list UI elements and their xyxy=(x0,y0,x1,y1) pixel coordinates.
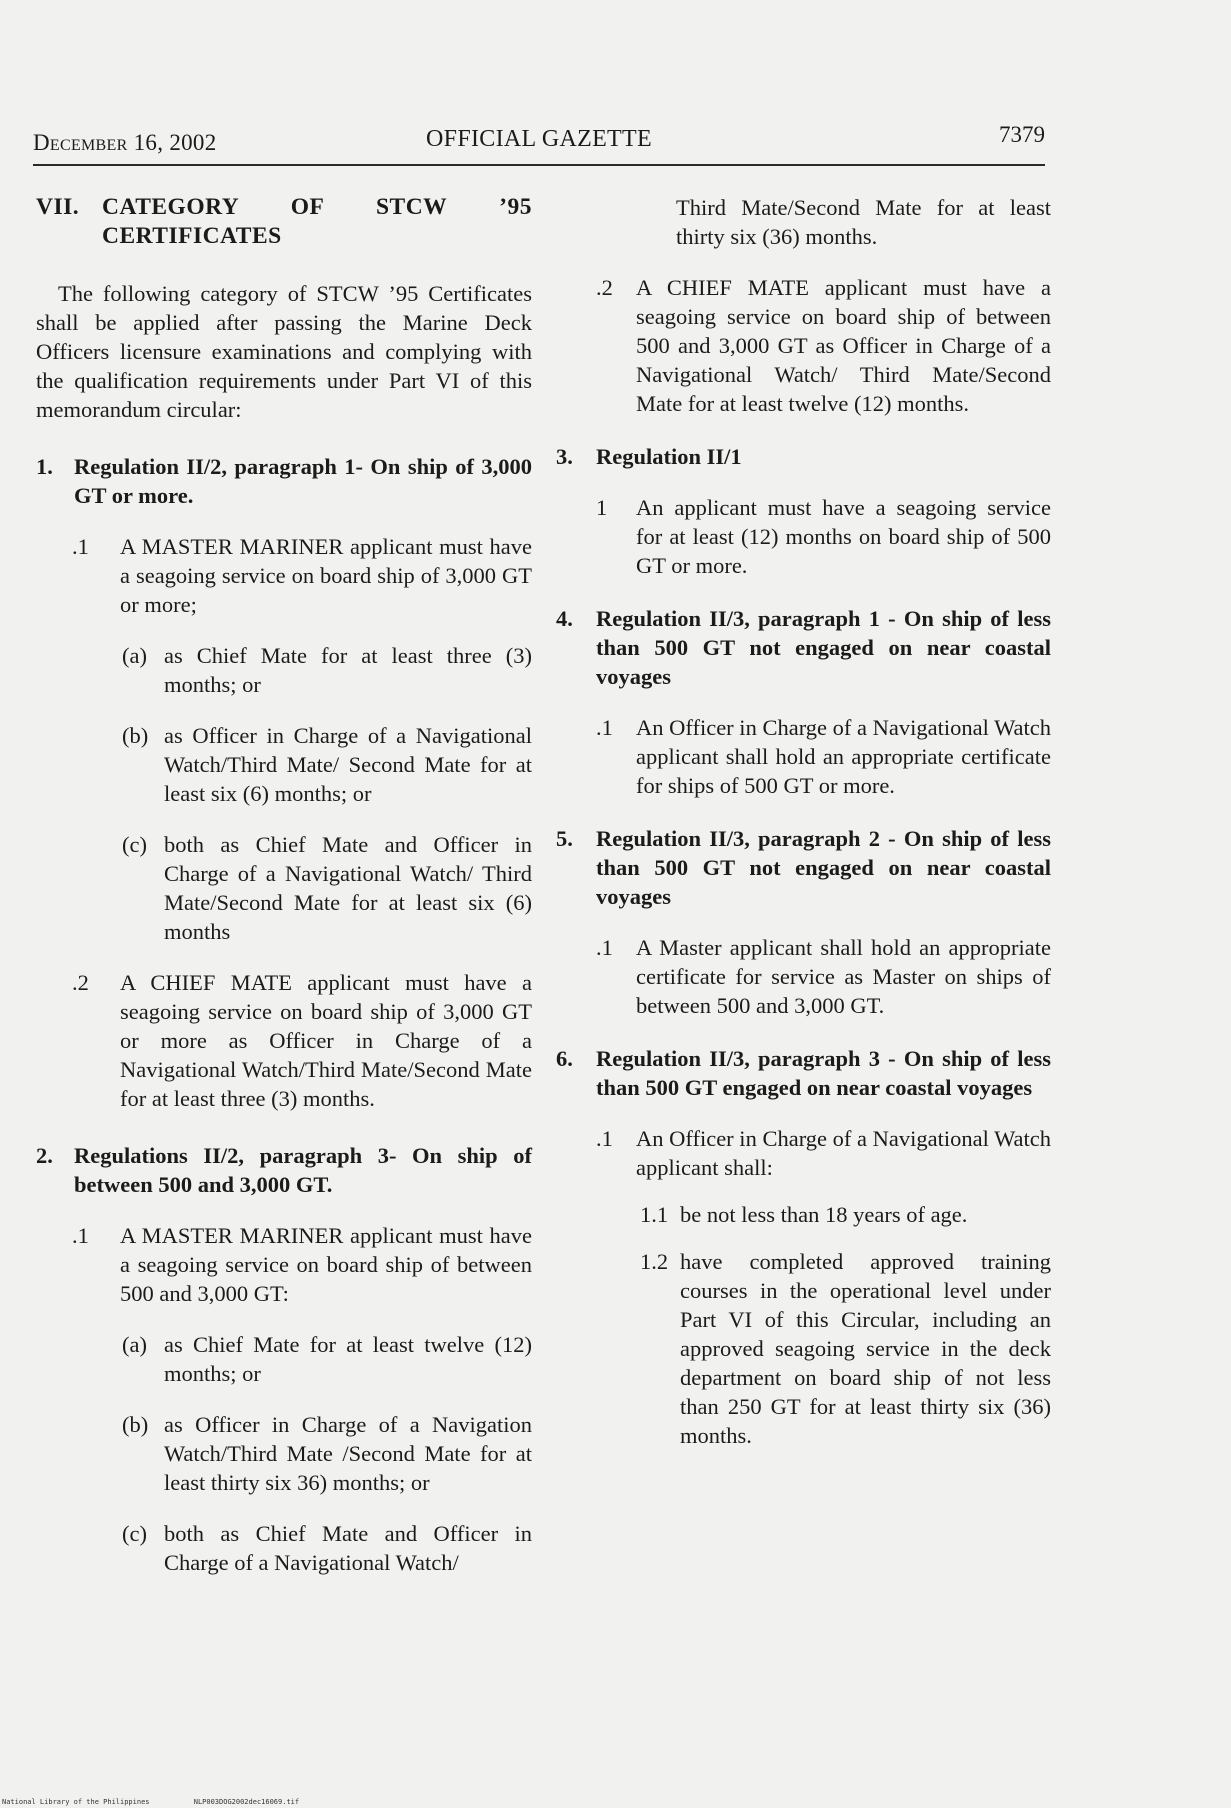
item-marker: 3. xyxy=(556,444,573,469)
item-marker: .1 xyxy=(72,1223,89,1248)
regulation-4-heading xyxy=(556,604,1051,691)
regulation-4-clause-1 xyxy=(556,713,1051,800)
item-marker: 5. xyxy=(556,826,573,851)
item-marker: 4. xyxy=(556,606,573,631)
item-text: A CHIEF MATE applicant must have a seagoing service on board ship of between 500 and 3,000 GT as Officer in Charge of a Navigational Watch/ Third Mate/Second Mate for at least twelve (12) months. xyxy=(636,275,1051,416)
left-column xyxy=(36,193,532,1577)
section-intro: The following category of STCW ’95 Certificates shall be applied after passing the Marine Deck Officers licensure examinations and complying with the qualification requirements under Part VI of this memorandum circular: xyxy=(36,281,532,422)
section-title xyxy=(102,193,532,251)
regulation-2-option-a xyxy=(36,1330,532,1388)
item-text: A Master applicant shall hold an appropriate certificate for service as Master on ships of between 500 and 3,000 GT. xyxy=(636,935,1051,1018)
item-text: as Chief Mate for at least three (3) months; or xyxy=(164,643,532,697)
item-title: Regulation II/3, paragraph 3 - On ship of less than 500 GT engaged on near coastal voyages xyxy=(596,1046,1051,1100)
item-marker: 6. xyxy=(556,1046,573,1071)
header-gazette-title: OFFICIAL GAZETTE xyxy=(426,126,652,152)
regulation-5-heading xyxy=(556,824,1051,911)
item-title: Regulation II/3, paragraph 2 - On ship of less than 500 GT not engaged on near coastal voyages xyxy=(596,826,1051,909)
section-title-line2: CERTIFICATES xyxy=(102,223,282,249)
regulation-5-clause-1 xyxy=(556,933,1051,1020)
item-marker: 2. xyxy=(36,1143,53,1168)
regulation-3-clause-1 xyxy=(556,493,1051,580)
regulation-2-option-c xyxy=(36,1519,532,1577)
regulation-2-clause-1 xyxy=(36,1221,532,1308)
regulation-2-option-b xyxy=(36,1410,532,1497)
page-header xyxy=(33,122,1045,166)
right-column xyxy=(556,193,1051,1450)
item-marker: .1 xyxy=(596,715,613,740)
item-title: Regulations II/2, paragraph 3- On ship of between 500 and 3,000 GT. xyxy=(74,1143,532,1197)
section-heading xyxy=(36,193,532,251)
item-marker: 1 xyxy=(596,495,608,520)
section-title-line1: CATEGORY OF STCW ’95 xyxy=(102,194,532,220)
regulation-2-clause-2 xyxy=(556,273,1051,418)
regulation-6-requirement-1-1 xyxy=(556,1200,1051,1229)
item-marker: (a) xyxy=(122,1332,147,1357)
item-marker: (b) xyxy=(122,723,149,748)
item-text: as Officer in Charge of a Navigational Watch/Third Mate/ Second Mate for at least six (6) months; or xyxy=(164,723,532,806)
item-text: as Officer in Charge of a Navigation Watch/Third Mate /Second Mate for at least thirty six 36) months; or xyxy=(164,1412,532,1495)
item-text: A MASTER MARINER applicant must have a seagoing service on board ship of between 500 and 3,000 GT: xyxy=(120,1223,532,1306)
item-marker: .2 xyxy=(596,275,613,300)
item-marker: (c) xyxy=(122,832,147,857)
page-number: 7379 xyxy=(999,122,1045,147)
item-marker: .2 xyxy=(72,970,89,995)
item-title: Regulation II/2, paragraph 1- On ship of 3,000 GT or more. xyxy=(74,454,532,508)
item-marker: 1.1 xyxy=(640,1202,669,1227)
item-text: be not less than 18 years of age. xyxy=(680,1202,968,1227)
item-text: have completed approved training courses in the operational level under Part VI of this Circular, including an approved seagoing service in the deck department on board ship of not less than 250 GT for at least thirty six (36) months. xyxy=(680,1249,1051,1448)
item-marker: (a) xyxy=(122,643,147,668)
footer-file: NLP003DOG2002dec16069.tif xyxy=(193,1798,300,1806)
regulation-6-requirement-1-2 xyxy=(556,1247,1051,1450)
header-date: December 16, 2002 xyxy=(33,130,217,155)
regulation-1-option-c xyxy=(36,830,532,946)
item-marker: .1 xyxy=(596,935,613,960)
regulation-3-heading xyxy=(556,442,1051,471)
item-text: An applicant must have a seagoing service for at least (12) months on board ship of 500 GT or more. xyxy=(636,495,1051,578)
item-text: both as Chief Mate and Officer in Charge of a Navigational Watch/ xyxy=(164,1521,532,1575)
item-title: Regulation II/1 xyxy=(596,444,742,469)
item-text: An Officer in Charge of a Navigational Watch applicant shall: xyxy=(636,1126,1051,1180)
section-number: VII. xyxy=(36,194,80,220)
item-marker: 1. xyxy=(36,454,53,479)
regulation-2-heading xyxy=(36,1141,532,1199)
regulation-1-option-a xyxy=(36,641,532,699)
footer-library: National Library of the Philippines xyxy=(2,1798,150,1806)
item-marker: .1 xyxy=(72,534,89,559)
regulation-1-clause-2 xyxy=(36,968,532,1113)
item-marker: (b) xyxy=(122,1412,149,1437)
continued-text: Third Mate/Second Mate for at least thirty six (36) months. xyxy=(676,195,1051,249)
item-marker: .1 xyxy=(596,1126,613,1151)
item-text: An Officer in Charge of a Navigational Watch applicant shall hold an appropriate certificate for ships of 500 GT or more. xyxy=(636,715,1051,798)
item-marker: 1.2 xyxy=(640,1249,669,1274)
item-text: A CHIEF MATE applicant must have a seagoing service on board ship of 3,000 GT or more as Officer in Charge of a Navigational Watch/Third Mate/Second Mate for at least three (3) months. xyxy=(120,970,532,1111)
item-title: Regulation II/3, paragraph 1 - On ship of less than 500 GT not engaged on near coastal voyages xyxy=(596,606,1051,689)
regulation-1-option-b xyxy=(36,721,532,808)
regulation-6-heading xyxy=(556,1044,1051,1102)
regulation-6-clause-1 xyxy=(556,1124,1051,1182)
scan-footer xyxy=(2,1798,339,1806)
item-text: A MASTER MARINER applicant must have a seagoing service on board ship of 3,000 GT or more; xyxy=(120,534,532,617)
item-text: both as Chief Mate and Officer in Charge of a Navigational Watch/ Third Mate/Second Mate for at least six (6) months xyxy=(164,832,532,944)
item-text: as Chief Mate for at least twelve (12) months; or xyxy=(164,1332,532,1386)
regulation-1-heading xyxy=(36,452,532,510)
regulation-1-clause-1 xyxy=(36,532,532,619)
item-marker: (c) xyxy=(122,1521,147,1546)
